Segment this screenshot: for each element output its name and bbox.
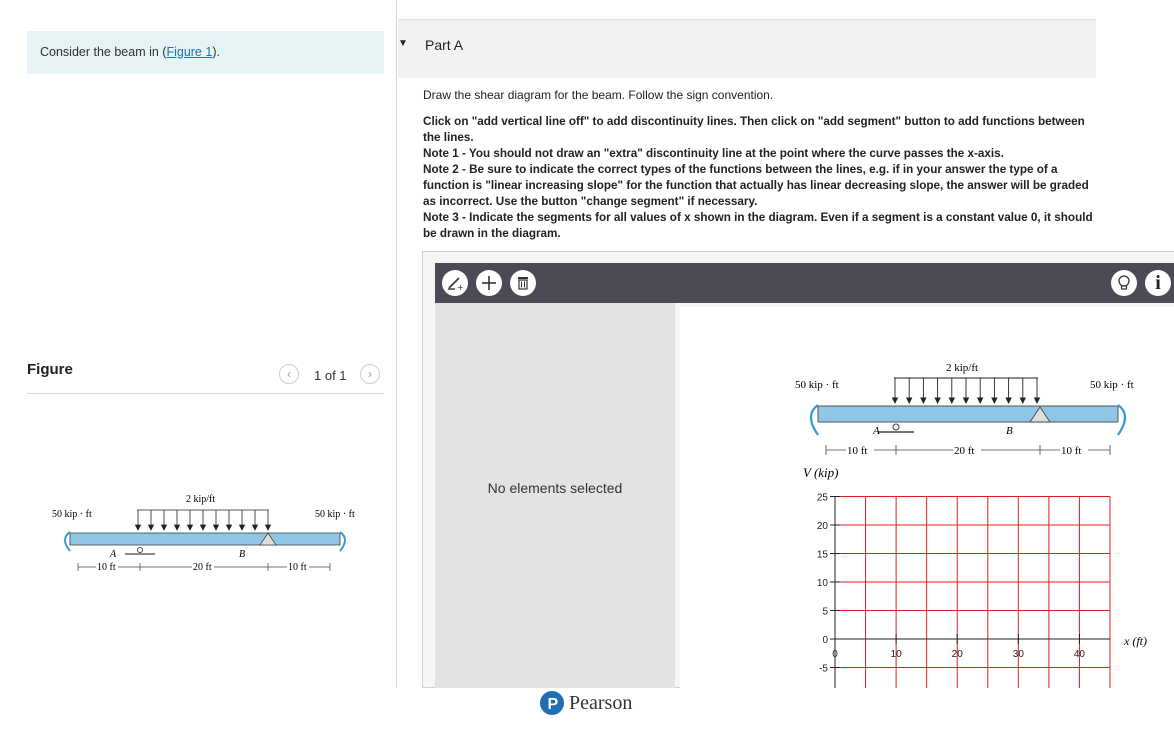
load-arrow-head — [136, 525, 141, 530]
load-arrow-head — [162, 525, 167, 530]
moment-arrow-right — [1118, 405, 1125, 435]
collapse-caret-icon[interactable]: ▼ — [398, 38, 408, 49]
x-tick-label: 40 — [1073, 649, 1086, 660]
load-arrow-head — [992, 398, 997, 403]
y-tick-label: 25 — [816, 492, 828, 504]
instruction-line: Note 2 - Be sure to indicate the correct types of the functions between the lines, e.g. if in your answer the type of a function is "linear increasing slope" for the function that actually has linear decreasing slope, the answer will be graded as incorrect. Use the button "change segment" if necessary. — [423, 163, 1089, 208]
dimension-2: 20 ft — [954, 445, 975, 457]
y-tick-labels — [817, 493, 840, 675]
load-arrow-head — [227, 525, 232, 530]
load-arrow-head — [149, 525, 154, 530]
distributed-load-label: 2 kip/ft — [186, 494, 216, 505]
support-a-label: A — [873, 425, 880, 437]
statement-prefix: Consider the beam in ( — [40, 45, 167, 59]
load-arrow-head — [214, 525, 219, 530]
info-icon: i — [1155, 271, 1161, 294]
moment-left-label: 50 kip · ft — [795, 379, 839, 391]
beam — [70, 533, 340, 545]
load-arrow-head — [964, 398, 969, 403]
moment-right-label: 50 kip · ft — [315, 509, 355, 520]
delete-button[interactable] — [510, 270, 536, 296]
y-tick-label: -5 — [819, 663, 828, 675]
load-arrow-head — [921, 398, 926, 403]
moment-arrow-right — [340, 532, 345, 551]
moment-left-label: 50 kip · ft — [52, 509, 92, 520]
load-arrow-head — [240, 525, 245, 530]
next-figure-button[interactable] — [360, 364, 380, 384]
dimension-2: 20 ft — [193, 562, 212, 573]
dimension-3: 10 ft — [1061, 445, 1082, 457]
x-tick-label: 30 — [1012, 649, 1024, 660]
chevron-right-icon: › — [368, 367, 372, 381]
question-prompt: Draw the shear diagram for the beam. Follow the sign convention. — [423, 88, 774, 102]
x-tick-label: 20 — [951, 649, 963, 660]
chevron-left-icon: ‹ — [287, 367, 291, 381]
dimension-1: 10 ft — [97, 562, 116, 573]
figure-heading: Figure — [27, 361, 73, 378]
tool-toolbar — [435, 263, 1174, 303]
load-arrow-head — [1006, 398, 1011, 403]
shear-diagram-area — [680, 307, 1174, 688]
pearson-p-icon — [540, 691, 564, 715]
x-tick-label: 10 — [890, 649, 902, 660]
y-tick-label: 15 — [816, 549, 828, 561]
y-tick-label: 0 — [822, 635, 828, 646]
distributed-load-label: 2 kip/ft — [946, 362, 979, 374]
part-a-title: Part A — [425, 37, 464, 53]
beam-figure-large — [795, 362, 1134, 457]
load-arrow-head — [1035, 398, 1040, 403]
dimension-1: 10 ft — [847, 445, 868, 457]
add-segment-icon — [480, 274, 498, 292]
dimension-3: 10 ft — [288, 562, 307, 573]
load-arrow-head — [935, 398, 940, 403]
y-tick-label: 20 — [816, 521, 828, 532]
distributed-load-arrows — [893, 378, 1040, 403]
info-button[interactable] — [1145, 270, 1171, 296]
no-selection-message: No elements selected — [487, 480, 623, 496]
part-a-header[interactable] — [398, 19, 1096, 78]
pearson-wordmark: Pearson — [569, 691, 633, 714]
pin-support-a — [893, 424, 899, 430]
properties-panel — [435, 303, 675, 688]
load-arrow-head — [266, 525, 271, 530]
support-a-label: A — [110, 549, 117, 560]
figure-link[interactable]: Figure 1 — [166, 45, 213, 59]
instructions — [423, 114, 1101, 242]
add-vertical-line-icon — [446, 274, 464, 292]
delete-icon — [515, 275, 531, 291]
x-axis-label: x (ft) — [1124, 634, 1147, 648]
y-tick-label: 10 — [816, 578, 828, 589]
moment-right-label: 50 kip · ft — [1090, 379, 1134, 391]
instruction-line: Click on "add vertical line off" to add discontinuity lines. Then click on "add segment" button to add functions between the lines. — [423, 115, 1085, 144]
x-tick-labels — [832, 634, 1085, 660]
instruction-line: Note 1 - You should not draw an "extra" discontinuity line at the point where the curve passes the x-axis. — [423, 147, 1004, 160]
load-arrow-head — [893, 398, 898, 403]
load-arrow-head — [175, 525, 180, 530]
figure-counter: 1 of 1 — [314, 368, 347, 383]
load-arrow-head — [949, 398, 954, 403]
load-arrow-head — [907, 398, 912, 403]
svg-text:+: + — [457, 283, 464, 292]
beam-figure — [40, 485, 380, 585]
distributed-load-arrows — [136, 510, 271, 530]
previous-figure-button[interactable] — [279, 364, 299, 384]
load-arrow-head — [188, 525, 193, 530]
shear-chart[interactable] — [803, 465, 1147, 688]
support-b-label: B — [239, 549, 246, 560]
moment-arrow-left — [65, 532, 70, 551]
svg-text:P: P — [547, 696, 559, 713]
y-tick-label: 5 — [822, 606, 828, 618]
hint-icon — [1115, 274, 1133, 292]
hint-button[interactable] — [1111, 270, 1137, 296]
problem-statement — [40, 45, 220, 59]
load-arrow-head — [978, 398, 983, 403]
pearson-logo — [540, 691, 632, 715]
figure-divider — [27, 393, 384, 394]
grid — [835, 497, 1110, 689]
pin-support-a — [138, 548, 143, 553]
beam — [818, 406, 1118, 422]
statement-suffix: ). — [212, 45, 220, 59]
x-tick-label: 0 — [832, 649, 838, 660]
load-arrow-head — [1020, 398, 1025, 403]
instruction-line: Note 3 - Indicate the segments for all values of x shown in the diagram. Even if a segment is a constant value 0, it should be drawn in the diagram. — [423, 211, 1093, 240]
support-b-label: B — [1006, 425, 1013, 437]
problem-statement-box — [27, 31, 384, 74]
add-vertical-line-button[interactable] — [442, 270, 468, 296]
load-arrow-head — [253, 525, 258, 530]
column-divider — [396, 0, 397, 688]
moment-arrow-left — [811, 405, 818, 435]
add-segment-button[interactable] — [476, 270, 502, 296]
y-axis-label: V (kip) — [803, 465, 839, 480]
load-arrow-head — [201, 525, 206, 530]
